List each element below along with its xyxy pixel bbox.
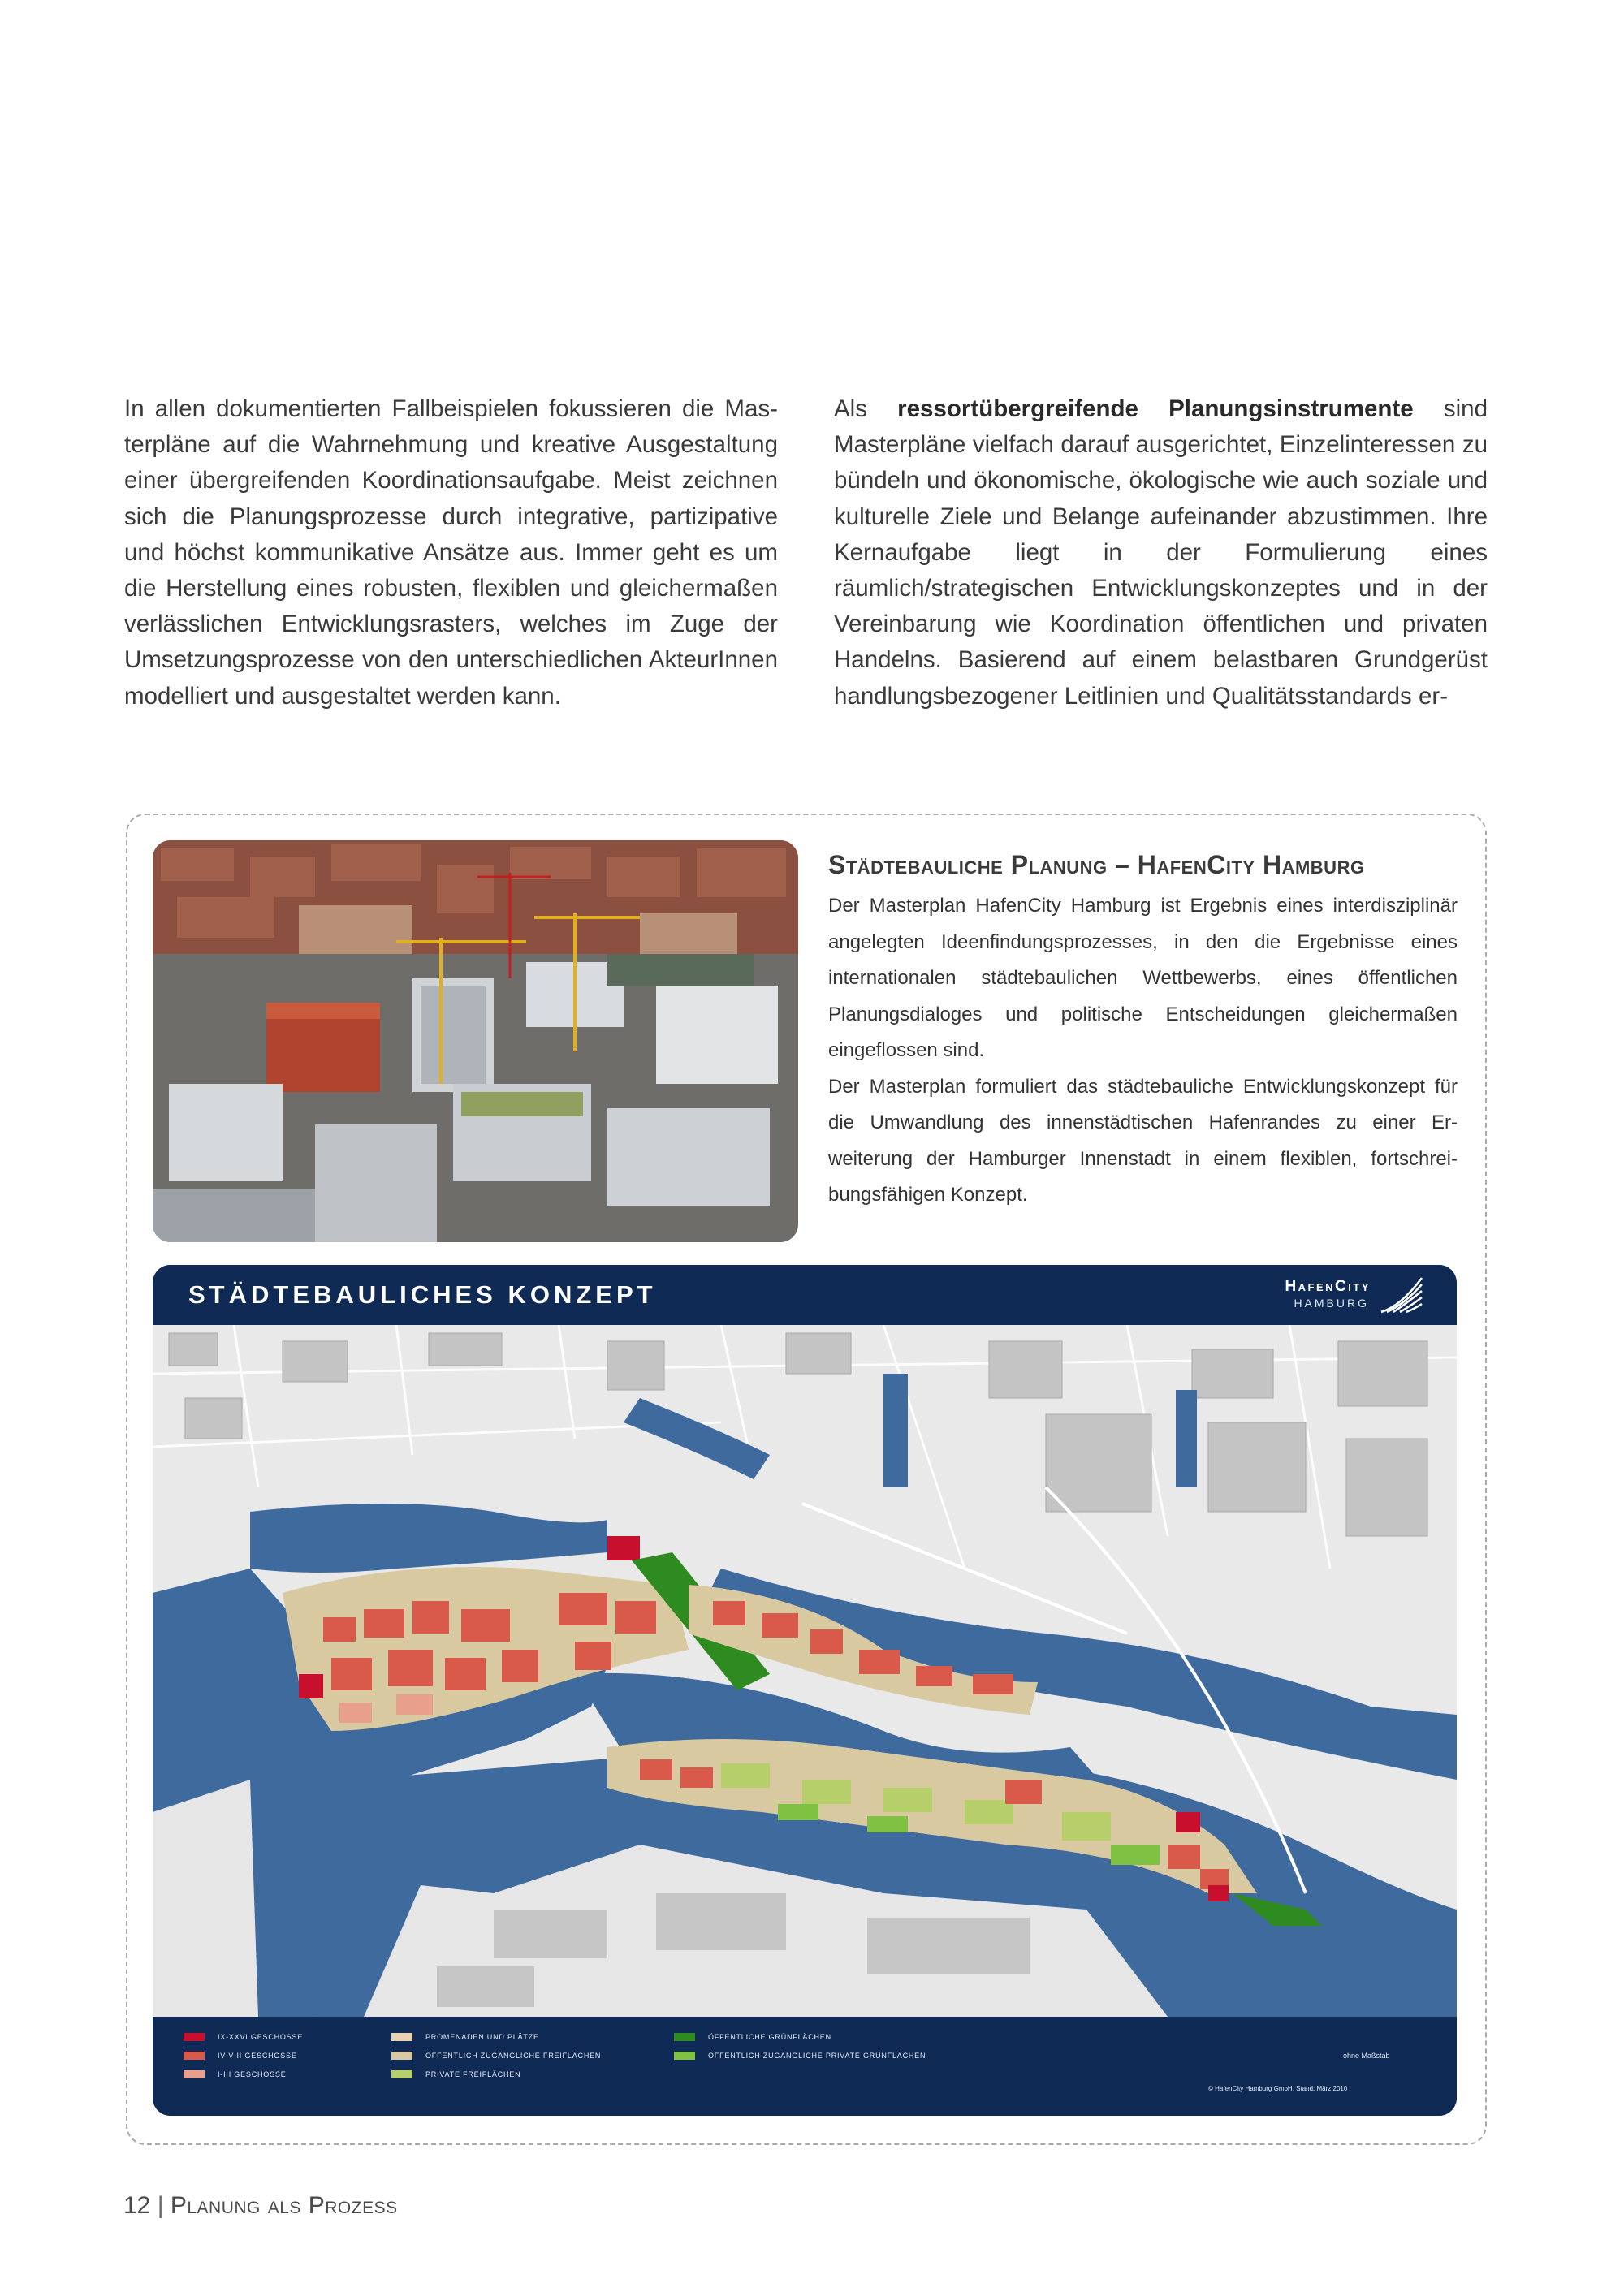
legend-swatch-3 (184, 2070, 205, 2078)
poster-legend (153, 2017, 1457, 2116)
hafencity-logo-subtext: HAMBURG (1294, 1297, 1369, 1310)
hafencity-logo-text: HafenCity (1285, 1278, 1371, 1295)
left-paragraph: In allen dokumentierten Fallbeispielen fokussieren die Masterpläne auf die Wahrnehmung und kreative Ausgestaltung einer übergreifenden Koordinationsaufgabe. Meist zeichnen sich die Planungsprozesse durch integrative, partizipative und höchst kommunikative Ansätze aus. Immer geht es um die Herstellung eines robusten, flexiblen und gleichermaßen verlässlichen Entwicklungsrasters, welches im Zuge der Umsetzungsprozesse von den unterschiedlichen AkteurInnen modelliert und ausgestaltet werden kann. (124, 395, 778, 710)
right-paragraph (834, 391, 1488, 714)
legend-item-5 (391, 2052, 601, 2060)
legend-label-2: IV-VIII GESCHOSSE (218, 2052, 297, 2060)
legend-swatch-5 (391, 2052, 412, 2060)
left-text-column (124, 391, 778, 714)
case-study-paragraph-2: Der Masterplan formuliert das städtebauliche Entwicklungskonzept für die Umwandlung des innenstädtischen Hafenrandes zu einer Erweiterung der Hamburger Innenstadt in einem flexiblen, fortschreibungsfähigen Konzept. (828, 1075, 1458, 1206)
section-title: Planung als Prozess (170, 2192, 398, 2219)
legend-item-6 (391, 2070, 520, 2078)
legend-item-7 (674, 2033, 831, 2041)
right-text-column (834, 391, 1488, 714)
legend-item-4 (391, 2033, 539, 2041)
legend-label-7: ÖFFENTLICHE GRÜNFLÄCHEN (708, 2033, 831, 2041)
poster-copyright: © HafenCity Hamburg GmbH, Stand: März 2010 (1208, 2085, 1348, 2092)
city-plan-map (153, 1325, 1457, 2017)
legend-swatch-2 (184, 2052, 205, 2060)
right-paragraph-start: Als (834, 395, 898, 422)
legend-swatch-6 (391, 2070, 412, 2078)
legend-label-5: ÖFFENTLICH ZUGÄNGLICHE FREIFLÄCHEN (425, 2052, 602, 2060)
right-paragraph-rest: sind Masterpläne vielfach darauf ausgerichtet, Einzelinteressen zu bündeln und ökonomische, ökologische wie auch soziale und kulturelle Ziele und Belange aufeinander abzustimmen. Ihre Kernaufgabe liegt in der Formulierung eines räumlich/strategischen Entwicklungskonzeptes und in der Vereinbarung wie Koordination öffentlichen und privaten Handelns. Basierend auf einem belastbaren Grundgerüst handlungsbezogener Leitlinien und Qualitätsstandards er- (834, 395, 1488, 710)
case-study-paragraph-1: Der Masterplan HafenCity Hamburg ist Ergebnis eines interdisziplinär angelegten Ideenfindungsprozesses, in den die Ergebnisse eines internationalen städtebaulichen Wettbewerbs, eines öffentlichen Planungsdialoges und politische Entscheidungen gleichermaßen eingeflossen sind. (828, 895, 1458, 1061)
right-paragraph-bold: ressortübergreifende Planungsinstrumente (897, 395, 1414, 422)
page-number: 12 (123, 2192, 151, 2219)
scale-note: ohne Maßstab (1343, 2052, 1390, 2060)
legend-swatch-1 (184, 2033, 205, 2041)
legend-label-8: ÖFFENTLICH ZUGÄNGLICHE PRIVATE GRÜNFLÄCHEN (708, 2052, 926, 2060)
legend-label-4: PROMENADEN UND PLÄTZE (425, 2033, 539, 2041)
page-footer (123, 2192, 398, 2220)
legend-label-6: PRIVATE FREIFLÄCHEN (425, 2070, 521, 2078)
legend-item-3 (184, 2070, 287, 2078)
legend-swatch-7 (674, 2033, 695, 2041)
case-study-body (828, 888, 1458, 1214)
legend-item-8 (674, 2052, 926, 2060)
legend-item-2 (184, 2052, 297, 2060)
footer-separator: | (157, 2192, 164, 2219)
legend-item-1 (184, 2033, 303, 2041)
hafencity-logo-icon (1377, 1273, 1426, 1317)
legend-label-1: IX-XXVI GESCHOSSE (218, 2033, 304, 2041)
poster-title: STÄDTEBAULICHES KONZEPT (188, 1280, 657, 1309)
legend-label-3: I-III GESCHOSSE (218, 2070, 287, 2078)
masterplan-poster (153, 1265, 1457, 2116)
case-study-title: Städtebauliche Planung – HafenCity Hamburg (828, 850, 1365, 879)
aerial-photo (153, 840, 798, 1242)
legend-swatch-8 (674, 2052, 695, 2060)
poster-header (153, 1265, 1457, 1325)
aerial-photo-illustration (153, 840, 798, 1242)
legend-swatch-4 (391, 2033, 412, 2041)
